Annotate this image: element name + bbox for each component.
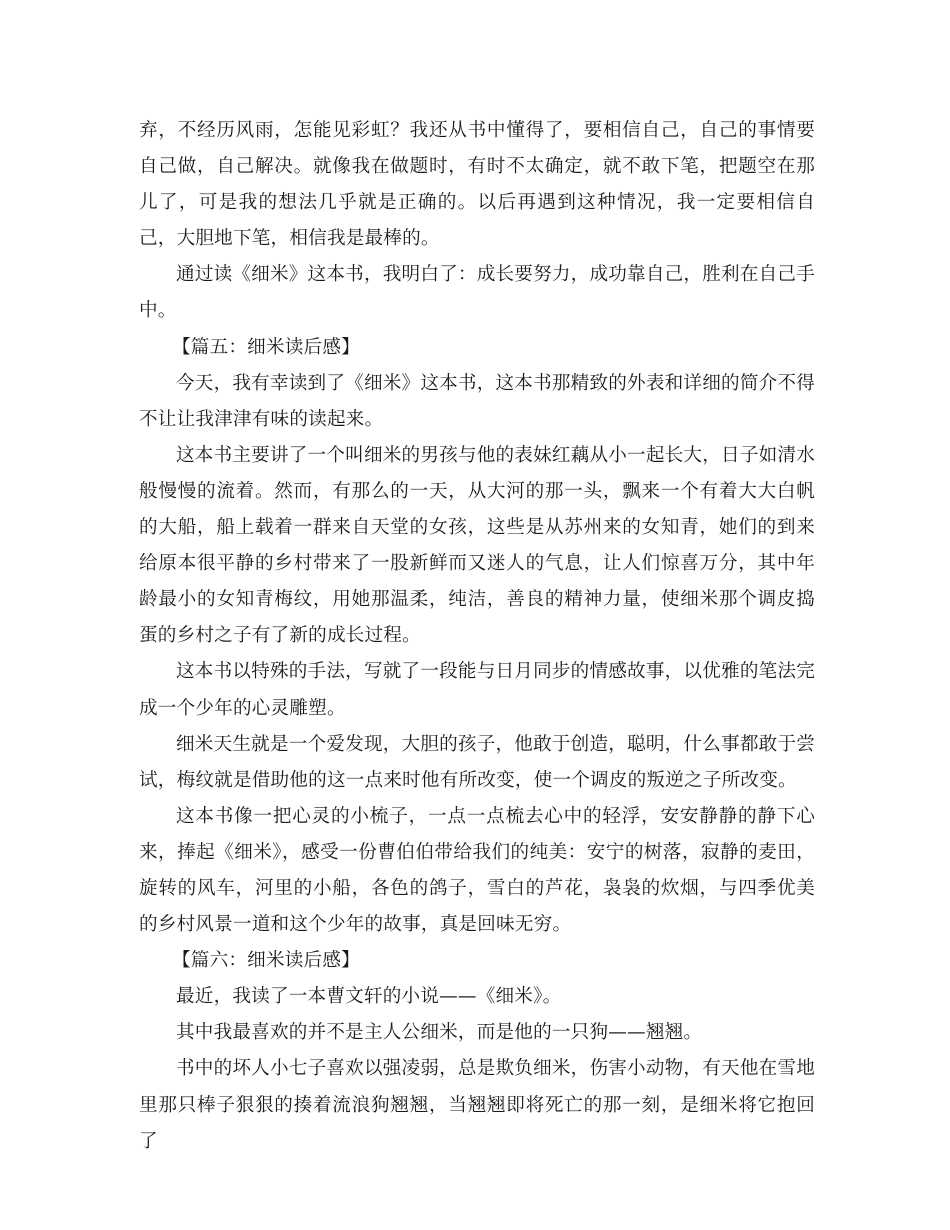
paragraph: 最近，我读了一本曹文轩的小说——《细米》。 <box>176 986 562 1008</box>
paragraph: 这本书以特殊的手法，写就了一段能与日月同步的情感故事，以优雅的笔法完成一个少年的心灵雕塑。 <box>139 661 815 719</box>
paragraph: 今天，我有幸读到了《细米》这本书，这本书那精致的外表和详细的简介不得不让让我津津有味的读起来。 <box>139 372 815 430</box>
section-heading-5: 【篇五：细米读后感】 <box>172 336 360 358</box>
paragraph-conclusion: 通过读《细米》这本书，我明白了：成长要努力，成功靠自己，胜利在自己手中。 <box>139 264 815 322</box>
paragraph: 细米天生就是一个爱发现，大胆的孩子，他敢于创造，聪明，什么事都敢于尝试，梅纹就是借助他的这一点来时他有所改变，使一个调皮的叛逆之子所改变。 <box>139 733 815 791</box>
paragraph-continuation: 弃，不经历风雨，怎能见彩虹？我还从书中懂得了，要相信自己，自己的事情要自己做，自己解决。就像我在做题时，有时不太确定，就不敢下笔，把题空在那儿了，可是我的想法几乎就是正确的。以后再遇到这种情况，我一定要相信自己，大胆地下笔，相信我是最棒的。 <box>139 120 815 250</box>
paragraph: 其中我最喜欢的并不是主人公细米，而是他的一只狗——翘翘。 <box>176 1022 703 1044</box>
paragraph: 这本书主要讲了一个叫细米的男孩与他的表妹红藕从小一起长大，日子如清水般慢慢的流着。然而，有那么的一天，从大河的那一头，飘来一个有着大大白帆的大船，船上载着一群来自天堂的女孩，这些是从苏州来的女知青，她们的到来给原本很平静的乡村带来了一股新鲜而又迷人的气息，让人们惊喜万分，其中年龄最小的女知青梅纹，用她那温柔，纯洁，善良的精神力量，使细米那个调皮捣蛋的乡村之子有了新的成长过程。 <box>139 444 815 647</box>
section-heading-6: 【篇六：细米读后感】 <box>172 950 360 972</box>
document-body <box>139 113 815 1160</box>
paragraph: 书中的坏人小七子喜欢以强凌弱，总是欺负细米，伤害小动物，有天他在雪地里那只棒子狠狠的揍着流浪狗翘翘，当翘翘即将死亡的那一刻，是细米将它抱回了 <box>139 1058 815 1152</box>
paragraph: 这本书像一把心灵的小梳子，一点一点梳去心中的轻浮，安安静静的静下心来，捧起《细米》，感受一份曹伯伯带给我们的纯美：安宁的树落，寂静的麦田，旋转的风车，河里的小船，各色的鸽子，雪白的芦花，袅袅的炊烟，与四季优美的乡村风景一道和这个少年的故事，真是回味无穷。 <box>139 805 815 936</box>
